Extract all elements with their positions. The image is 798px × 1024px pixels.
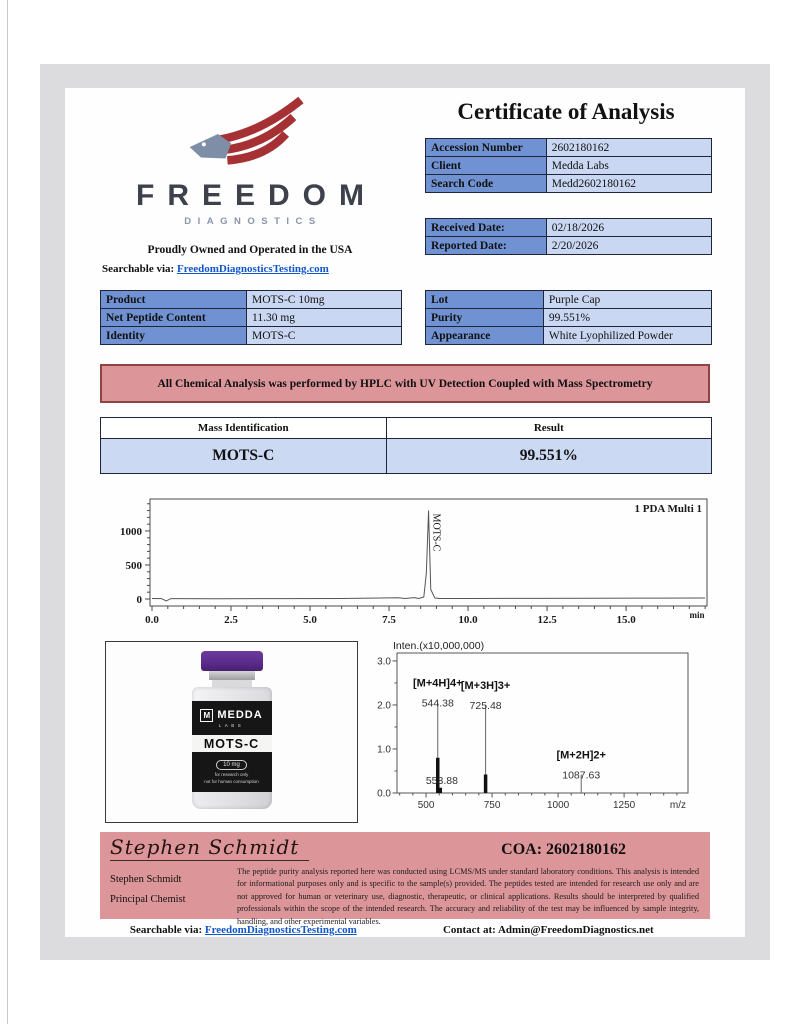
field-value: White Lyophilized Powder	[544, 327, 711, 344]
field-value: Purple Cap	[544, 291, 711, 308]
table-row	[426, 326, 711, 344]
table-row	[426, 156, 711, 174]
table-header-row	[101, 418, 711, 439]
vial-product-name: MOTS-C	[192, 735, 272, 752]
field-value: 02/18/2026	[547, 219, 711, 236]
field-value: Medda Labs	[547, 157, 711, 174]
hplc-uv-chromatogram	[100, 487, 710, 637]
field-label: Purity	[426, 309, 544, 326]
table-row	[426, 308, 711, 326]
field-label: Search Code	[426, 175, 547, 192]
detector-label: 1 PDA Multi 1	[634, 503, 702, 515]
vial-neck	[212, 680, 252, 687]
chemist-role: Principal Chemist	[110, 894, 186, 905]
vial-brand-sub: LABS	[218, 722, 245, 728]
mz-annotation: 553.88	[425, 775, 458, 788]
vial-brand: MEDDA	[217, 709, 263, 721]
field-label: Received Date:	[426, 219, 547, 236]
vial-label-dose-section	[192, 752, 272, 792]
svg-text:12.5: 12.5	[537, 614, 557, 626]
field-label: Reported Date:	[426, 237, 547, 254]
analysis-method-banner: All Chemical Analysis was performed by HPLC with UV Detection Coupled with Mass Spectrometry	[100, 364, 710, 403]
field-value: MOTS-C	[247, 327, 401, 344]
svg-text:m/z: m/z	[669, 800, 686, 811]
adduct-label: [M+2H]2+	[556, 749, 606, 762]
svg-text:1000: 1000	[120, 525, 142, 538]
searchable-line-top	[100, 263, 400, 275]
vial-note-1: for research only	[214, 771, 249, 777]
field-label: Accession Number	[426, 139, 547, 156]
field-value: 2/20/2026	[547, 237, 711, 254]
scan-artifact-line	[7, 0, 8, 1024]
signature-block	[100, 832, 710, 926]
vial-brand-mark: M	[200, 709, 213, 722]
svg-text:0: 0	[136, 593, 142, 606]
svg-text:500: 500	[417, 800, 435, 811]
hplc-chromatogram	[100, 487, 710, 637]
svg-text:7.5: 7.5	[382, 614, 396, 626]
table-row	[101, 308, 401, 326]
lot-table	[425, 290, 712, 345]
searchable-link-top[interactable]: FreedomDiagnosticsTesting.com	[176, 263, 329, 275]
mass-spectrum-chart	[365, 639, 710, 823]
svg-text:10.0: 10.0	[458, 614, 478, 626]
column-header: Result	[533, 422, 564, 434]
svg-text:min: min	[689, 610, 705, 620]
field-label: Appearance	[426, 327, 544, 344]
svg-text:15.0: 15.0	[616, 614, 636, 626]
disclaimer-text: The peptide purity analysis reported here was conducted using LCMS/MS under standard laboratory conditions. This analysis is intended for informational purposes only and is specific to the sample(s) provided. The peptides tested are intended for research use only and are not approved for human or veterinary use, diagnostic, therapeutic, or clinical applications. Results should be interpreted by qualified professionals within the scope of the intended research. The accuracy and reliability of the test may be influenced by sample integrity, handling, and other experimental variables.	[237, 867, 699, 926]
svg-text:2.5: 2.5	[224, 614, 238, 626]
eagle-logo-icon	[184, 94, 316, 172]
spectrum-peak-cluster	[484, 775, 488, 793]
svg-text:1250: 1250	[612, 800, 636, 811]
field-value: MOTS-C 10mg	[247, 291, 401, 308]
table-row	[101, 291, 401, 308]
product-table	[100, 290, 402, 345]
vial-label-brand-section	[192, 701, 272, 735]
chromatogram-trace	[152, 511, 705, 601]
field-value: 11.30 mg	[247, 309, 401, 326]
contact-line: Contact at: Admin@FreedomDiagnostics.net	[442, 924, 654, 936]
table-row	[426, 291, 711, 308]
result-value: 99.551%	[519, 447, 578, 464]
vial-label	[192, 701, 272, 792]
svg-text:1000: 1000	[546, 800, 570, 811]
field-value: 2602180162	[547, 139, 711, 156]
table-row	[426, 139, 711, 156]
svg-text:2.0: 2.0	[377, 700, 391, 712]
table-row	[426, 236, 711, 254]
searchable-line-bottom	[100, 924, 387, 936]
mz-value-label: 1087.63	[562, 769, 601, 782]
vial	[187, 651, 277, 809]
table-row	[426, 219, 711, 236]
svg-text:0.0: 0.0	[145, 614, 159, 626]
logo-block	[100, 94, 400, 275]
field-label: Net Peptide Content	[101, 309, 247, 326]
certificate-page	[65, 88, 745, 937]
chemist-name: Stephen Schmidt	[110, 874, 182, 885]
vial-dose: 10 mg	[216, 760, 247, 770]
field-label: Product	[101, 291, 247, 308]
peak-label: MOTS-C	[430, 513, 442, 552]
page-title: Certificate of Analysis	[457, 99, 675, 124]
searchable-prefix: Searchable via:	[102, 263, 175, 275]
column-header: Mass Identification	[101, 418, 387, 438]
accession-table	[425, 138, 712, 193]
mass-spectrum	[365, 639, 710, 823]
adduct-label: [M+3H]3+	[460, 679, 511, 692]
vial-body	[192, 687, 272, 809]
vial-cap	[201, 651, 263, 671]
product-vial-photo	[105, 641, 358, 823]
brand-subtitle: DIAGNOSTICS	[184, 216, 322, 227]
mass-id-value: MOTS-C	[101, 439, 387, 473]
signature: Stephen Schmidt	[110, 835, 309, 861]
searchable-prefix: Searchable via:	[129, 924, 203, 936]
table-row	[426, 174, 711, 192]
field-value: 99.551%	[544, 309, 711, 326]
mass-identification-table	[100, 417, 712, 474]
table-row	[101, 326, 401, 344]
tagline: Proudly Owned and Operated in the USA	[147, 244, 353, 256]
mz-value-label: 544.38	[421, 697, 454, 710]
spectrum-peak-cluster	[439, 788, 443, 793]
brand-name: FREEDOM	[136, 179, 377, 212]
bottom-links-row	[100, 924, 710, 936]
field-label: Client	[426, 157, 547, 174]
svg-text:500: 500	[125, 559, 142, 572]
svg-text:5.0: 5.0	[303, 614, 317, 626]
adduct-label: [M+4H]4+	[413, 677, 463, 690]
dates-table	[425, 218, 712, 255]
svg-text:1.0: 1.0	[377, 744, 391, 756]
intensity-axis-title: Inten.(x10,000,000)	[393, 640, 485, 652]
svg-text:750: 750	[483, 800, 501, 811]
svg-text:0.0: 0.0	[377, 788, 391, 800]
vial-note-2: not for human consumption	[204, 779, 259, 784]
field-label: Identity	[101, 327, 247, 344]
mz-value-label: 725.48	[469, 699, 502, 712]
scan-matte	[40, 64, 770, 960]
svg-text:3.0: 3.0	[377, 656, 391, 668]
vial-crimp	[209, 671, 255, 680]
coa-number: COA: 2602180162	[501, 841, 627, 858]
field-label: Lot	[426, 291, 544, 308]
table-row	[101, 439, 711, 473]
field-value: Medd2602180162	[547, 175, 711, 192]
searchable-link-bottom[interactable]: FreedomDiagnosticsTesting.com	[204, 924, 357, 936]
